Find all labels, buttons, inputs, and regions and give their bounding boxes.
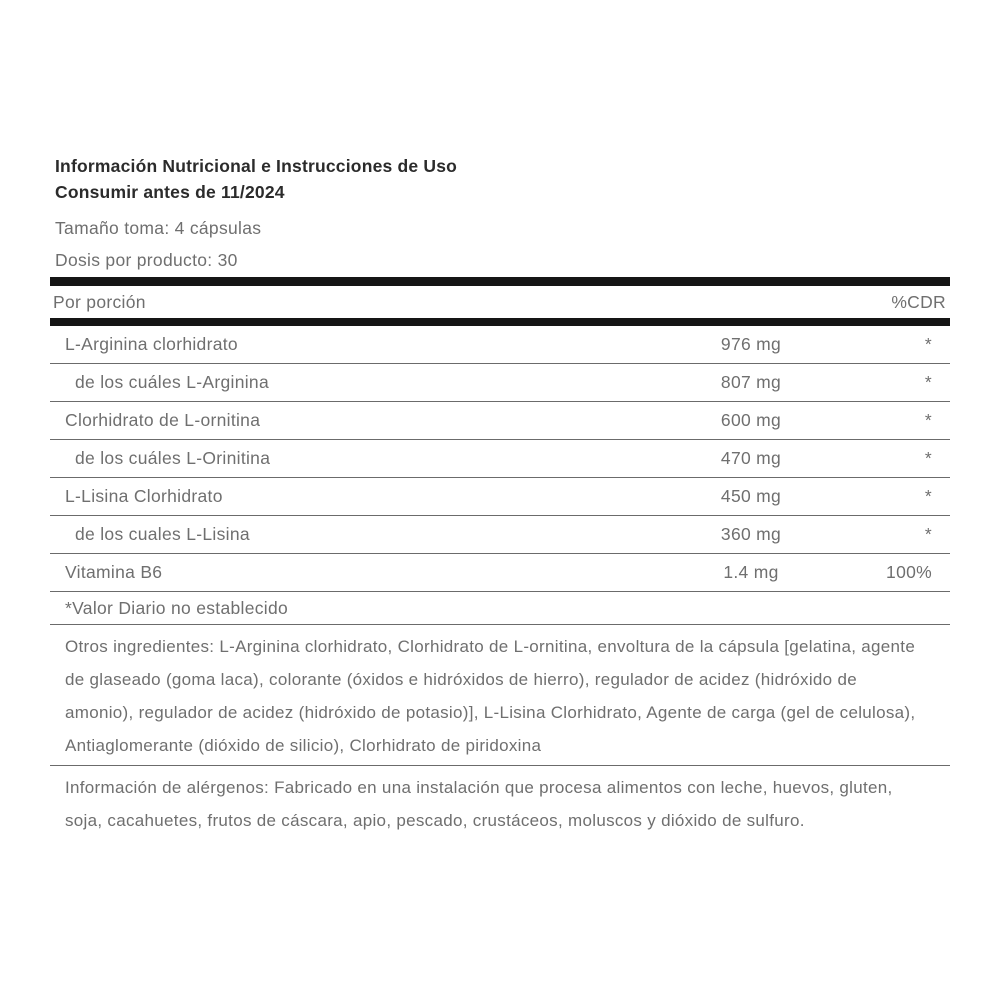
amount-value: 807 mg (720, 372, 782, 392)
nutrition-table (50, 326, 950, 625)
ingredient-name: Clorhidrato de L-ornitina (65, 410, 261, 430)
table-row (50, 364, 950, 402)
table-row (50, 440, 950, 478)
table-header-row (50, 286, 950, 318)
ingredient-name: L-Lisina Clorhidrato (65, 486, 223, 506)
ingredient-name: L-Arginina clorhidrato (65, 334, 238, 354)
page-title: Información Nutricional e Instrucciones de Uso (55, 156, 458, 176)
ingredient-name: Vitamina B6 (65, 562, 163, 582)
cdr-value: * (924, 410, 932, 430)
amount-value: 360 mg (720, 524, 782, 544)
allergen-info-paragraph: Información de alérgenos: Fabricado en una instalación que procesa alimentos con leche, huevos, gluten, soja, cacahuetes, frutos de cáscara, apio, pescado, crustáceos, moluscos y dióxido de sulfuro. (50, 765, 950, 840)
table-row (50, 554, 950, 592)
separator-bar-header (50, 318, 950, 326)
serving-size-line: Tamaño toma: 4 cápsulas (55, 218, 262, 238)
cdr-value: * (924, 372, 932, 392)
ingredient-name: de los cuales L-Lisina (75, 524, 250, 544)
table-row (50, 402, 950, 440)
daily-value-footnote (50, 592, 950, 625)
table-row (50, 326, 950, 364)
cdr-value: * (924, 524, 932, 544)
ingredient-name: de los cuáles L-Arginina (75, 372, 269, 392)
footnote-text: *Valor Diario no establecido (65, 597, 289, 618)
servings-per-container-line: Dosis por producto: 30 (55, 250, 238, 270)
table-row (50, 516, 950, 554)
cdr-value: * (924, 486, 932, 506)
amount-value: 1.4 mg (723, 562, 779, 582)
expiry-date: Consumir antes de 11/2024 (55, 182, 285, 202)
per-serving-label: Por porción (53, 291, 146, 312)
separator-bar-top (50, 277, 950, 286)
nutrition-label (50, 0, 950, 840)
cdr-value: 100% (886, 562, 932, 582)
ingredient-name: de los cuáles L-Orinitina (75, 448, 271, 468)
cdr-value: * (924, 334, 932, 354)
amount-value: 976 mg (720, 334, 782, 354)
table-row (50, 478, 950, 516)
label-header (50, 0, 950, 269)
cdr-column-label: %CDR (891, 291, 946, 312)
amount-value: 600 mg (720, 410, 782, 430)
amount-value: 470 mg (720, 448, 782, 468)
other-ingredients-paragraph: Otros ingredientes: L-Arginina clorhidrato, Clorhidrato de L-ornitina, envoltura de la cápsula [gelatina, agente de glaseado (goma laca), colorante (óxidos e hidróxidos de hierro), regulador de acidez (hidróxido de amonio), regulador de acidez (hidróxido de potasio)], L-Lisina Clorhidrato, Agente de carga (gel de celulosa), Antiaglomerante (dióxido de silicio), Clorhidrato de piridoxina (65, 637, 916, 755)
amount-value: 450 mg (720, 486, 782, 506)
cdr-value: * (924, 448, 932, 468)
